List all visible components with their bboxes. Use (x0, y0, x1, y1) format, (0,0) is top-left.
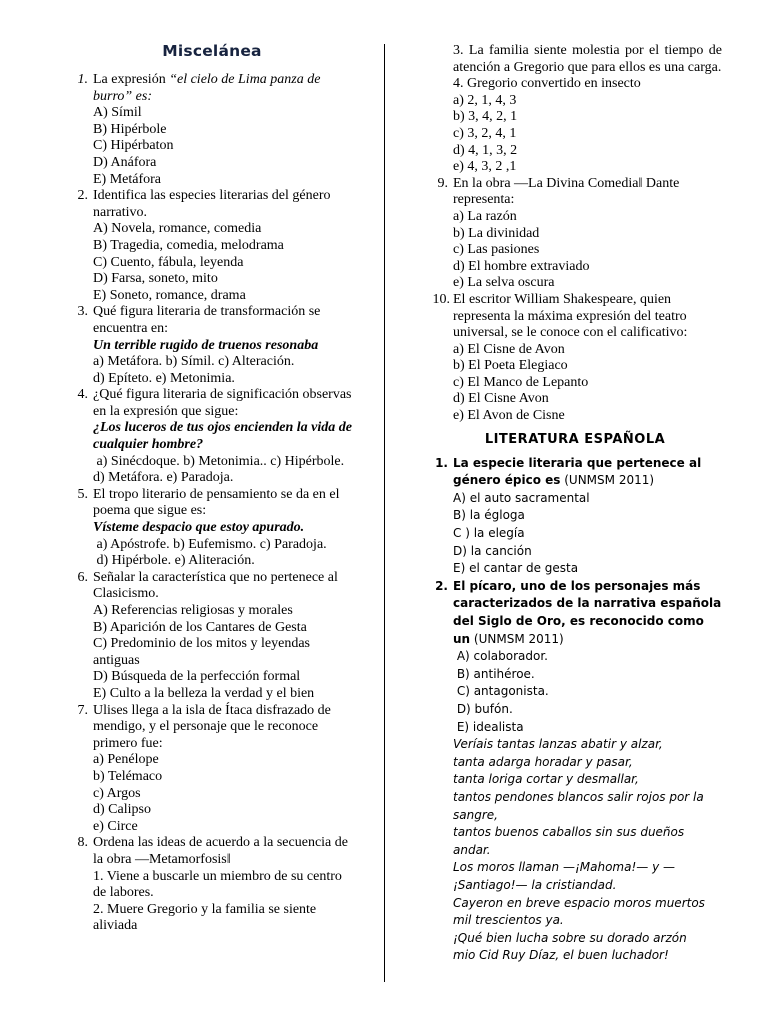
poem-line: tantos buenos caballos sin sus dueños andar. (453, 825, 685, 857)
option: A) el auto sacramental (453, 490, 590, 505)
question-number: 4. (77, 387, 88, 403)
page-title: Miscelánea (162, 42, 262, 60)
option: E) Soneto, romance, drama (93, 287, 246, 303)
poem-line: ¡Qué bien lucha sobre su dorado arzón (453, 930, 687, 945)
question-6 (68, 570, 356, 703)
option: D) Búsqueda de la perfección formal (93, 669, 301, 685)
question-8-continued (428, 43, 722, 176)
sequence-item: 4. Gregorio convertido en insecto (453, 76, 641, 92)
option: D) la canción (453, 543, 532, 558)
option: E) idealista (453, 719, 524, 734)
option: a) El Cisne de Avon (453, 341, 565, 357)
option: D) Farsa, soneto, mito (93, 271, 218, 287)
question-quote: “el cielo de Lima panza de burro” es: (93, 72, 321, 104)
option: A) Símil (93, 105, 142, 121)
option: c) Argos (93, 785, 141, 801)
option: e) La selva oscura (453, 275, 555, 291)
column-divider (384, 44, 385, 982)
option: a) 2, 1, 4, 3 (453, 92, 517, 108)
option: C) Predominio de los mitos y leyendas antiguas (93, 636, 310, 668)
option: b) La divinidad (453, 225, 540, 241)
question-number: 5. (77, 486, 88, 502)
spanish-question-2 (428, 578, 722, 736)
question-example: Vísteme despacio que estoy apurado. (93, 520, 305, 536)
question-text: Señalar la característica que no pertenece al Clasicismo. (93, 569, 338, 602)
question-text: Ulises llega a la isla de Ítaca disfrazado de mendigo, y el personaje que le reconoce primero fue: (93, 702, 331, 751)
option: C ) la elegía (453, 526, 525, 541)
option: e) 4, 3, 2 ,1 (453, 159, 517, 175)
sequence-item: 1. Viene a buscarle un miembro de su centro de labores. (93, 868, 342, 901)
option: b) El Poeta Elegiaco (453, 358, 568, 374)
option: e) Circe (93, 818, 138, 834)
option: d) El Cisne Avon (453, 391, 549, 407)
option: b) Telémaco (93, 768, 163, 784)
question-text: El tropo literario de pensamiento se da en el poema que sigue es: (93, 486, 340, 519)
option: E) Metáfora (93, 171, 162, 187)
question-number: 2. (77, 188, 88, 204)
question-number: 1. (77, 72, 88, 87)
question-number: 7. (77, 702, 88, 718)
question-5 (68, 487, 356, 570)
poem-line: Los moros llaman —¡Mahoma!— y —¡Santiago!— la cristiandad. (453, 860, 675, 892)
question-2 (68, 188, 356, 304)
question-text: Ordena las ideas de acuerdo a la secuencia de la obra ―Metamorfosis‖ (93, 835, 348, 867)
option: E) Culto a la belleza la verdad y el bien (93, 685, 315, 701)
question-3 (68, 304, 356, 387)
question-10 (428, 292, 722, 425)
question-9 (428, 176, 722, 292)
question-example: Un terrible rugido de truenos resonaba (93, 337, 319, 353)
option: c) 3, 2, 4, 1 (453, 125, 517, 141)
question-text: El escritor William Shakespeare, quien representa la máxima expresión del teatro universal, se le conoce con el calificativo: (453, 291, 688, 341)
option: D) bufón. (453, 701, 513, 716)
question-number: 3. (77, 304, 88, 320)
option: b) 3, 4, 2, 1 (453, 109, 518, 125)
question-8 (68, 835, 356, 935)
option: a) Apóstrofe. b) Eufemismo. c) Paradoja. (93, 536, 327, 552)
question-text: Identifica las especies literarias del género narrativo. (93, 188, 331, 220)
option: d) Hipérbole. e) Aliteración. (93, 553, 255, 569)
question-source: (UNMSM 2011) (470, 631, 564, 646)
spanish-question-1 (428, 455, 722, 578)
question-7 (68, 703, 356, 836)
question-number: 1. (435, 455, 448, 470)
option: a) Sinécdoque. b) Metonimia.. c) Hipérbole. (93, 453, 345, 469)
left-questions (68, 72, 356, 935)
option: B) Tragedia, comedia, melodrama (93, 237, 284, 253)
question-1 (68, 72, 356, 188)
question-number: 8. (77, 835, 88, 851)
question-text: Qué figura literaria de transformación se encuentra en: (93, 304, 321, 336)
question-text: En la obra ―La Divina Comedia‖ Dante representa: (453, 175, 680, 208)
poem-line: tantos pendones blancos salir rojos por la sangre, (453, 789, 704, 822)
option: D) Anáfora (93, 154, 157, 170)
sequence-item: 2. Muere Gregorio y la familia se siente aliviada (93, 901, 317, 934)
right-questions (428, 43, 722, 965)
question-number: 9. (437, 175, 448, 191)
sequence-item: 3. La familia siente molestia por el tiempo de atención a Gregorio que para ellos es una carga. (453, 43, 722, 75)
question-number: 10. (432, 291, 450, 307)
option: C) antagonista. (453, 684, 549, 699)
poem-line: tanta loriga cortar y desmallar, (453, 772, 639, 787)
option: d) Calipso (93, 802, 151, 818)
option: d) 4, 1, 3, 2 (453, 142, 518, 158)
poem-excerpt (428, 736, 722, 965)
poem-line: Veríais tantas lanzas abatir y alzar, (453, 737, 663, 752)
question-number: 6. (77, 569, 88, 585)
option: d) Metáfora. e) Paradoja. (93, 470, 234, 486)
option: E) el cantar de gesta (453, 561, 579, 576)
question-text: La expresión (93, 72, 170, 87)
option: a) Penélope (93, 752, 159, 768)
poem-line: mio Cid Ruy Díaz, el buen luchador! (453, 948, 669, 963)
option: d) El hombre extraviado (453, 258, 590, 274)
option: A) colaborador. (453, 649, 548, 664)
option: A) Referencias religiosas y morales (93, 603, 293, 618)
option: a) Metáfora. b) Símil. c) Alteración. (93, 354, 295, 370)
question-source: (UNMSM 2011) (560, 473, 655, 488)
option: B) Aparición de los Cantares de Gesta (93, 619, 307, 635)
question-number: 2. (435, 578, 448, 593)
option: B) Hipérbole (93, 121, 167, 137)
option: a) La razón (453, 208, 517, 224)
option: C) Hipérbaton (93, 138, 174, 154)
option: e) El Avon de Cisne (453, 408, 565, 424)
option: c) Las pasiones (453, 242, 540, 258)
question-4 (68, 387, 356, 487)
option: C) Cuento, fábula, leyenda (93, 254, 244, 270)
option: A) Novela, romance, comedia (93, 221, 262, 237)
question-text: ¿Qué figura literaria de significación observas en la expresión que sigue: (93, 387, 352, 419)
poem-line: Cayeron en breve espacio moros muertos mil trescientos ya. (453, 895, 705, 928)
option: B) la égloga (453, 508, 525, 523)
option: c) El Manco de Lepanto (453, 374, 589, 390)
option: d) Epíteto. e) Metonimia. (93, 370, 235, 386)
question-text: El pícaro, uno de los personajes más caracterizados de la narrativa española del Siglo de Oro, es reconocido como un (453, 578, 722, 646)
poem-line: tanta adarga horadar y pasar, (453, 754, 633, 769)
question-text: La especie literaria que pertenece al género épico es (453, 455, 702, 488)
option: B) antihéroe. (453, 666, 535, 681)
question-example: ¿Los luceros de tus ojos encienden la vida de cualquier hombre? (93, 420, 352, 453)
section-heading: LITERATURA ESPAÑOLA (484, 431, 666, 447)
